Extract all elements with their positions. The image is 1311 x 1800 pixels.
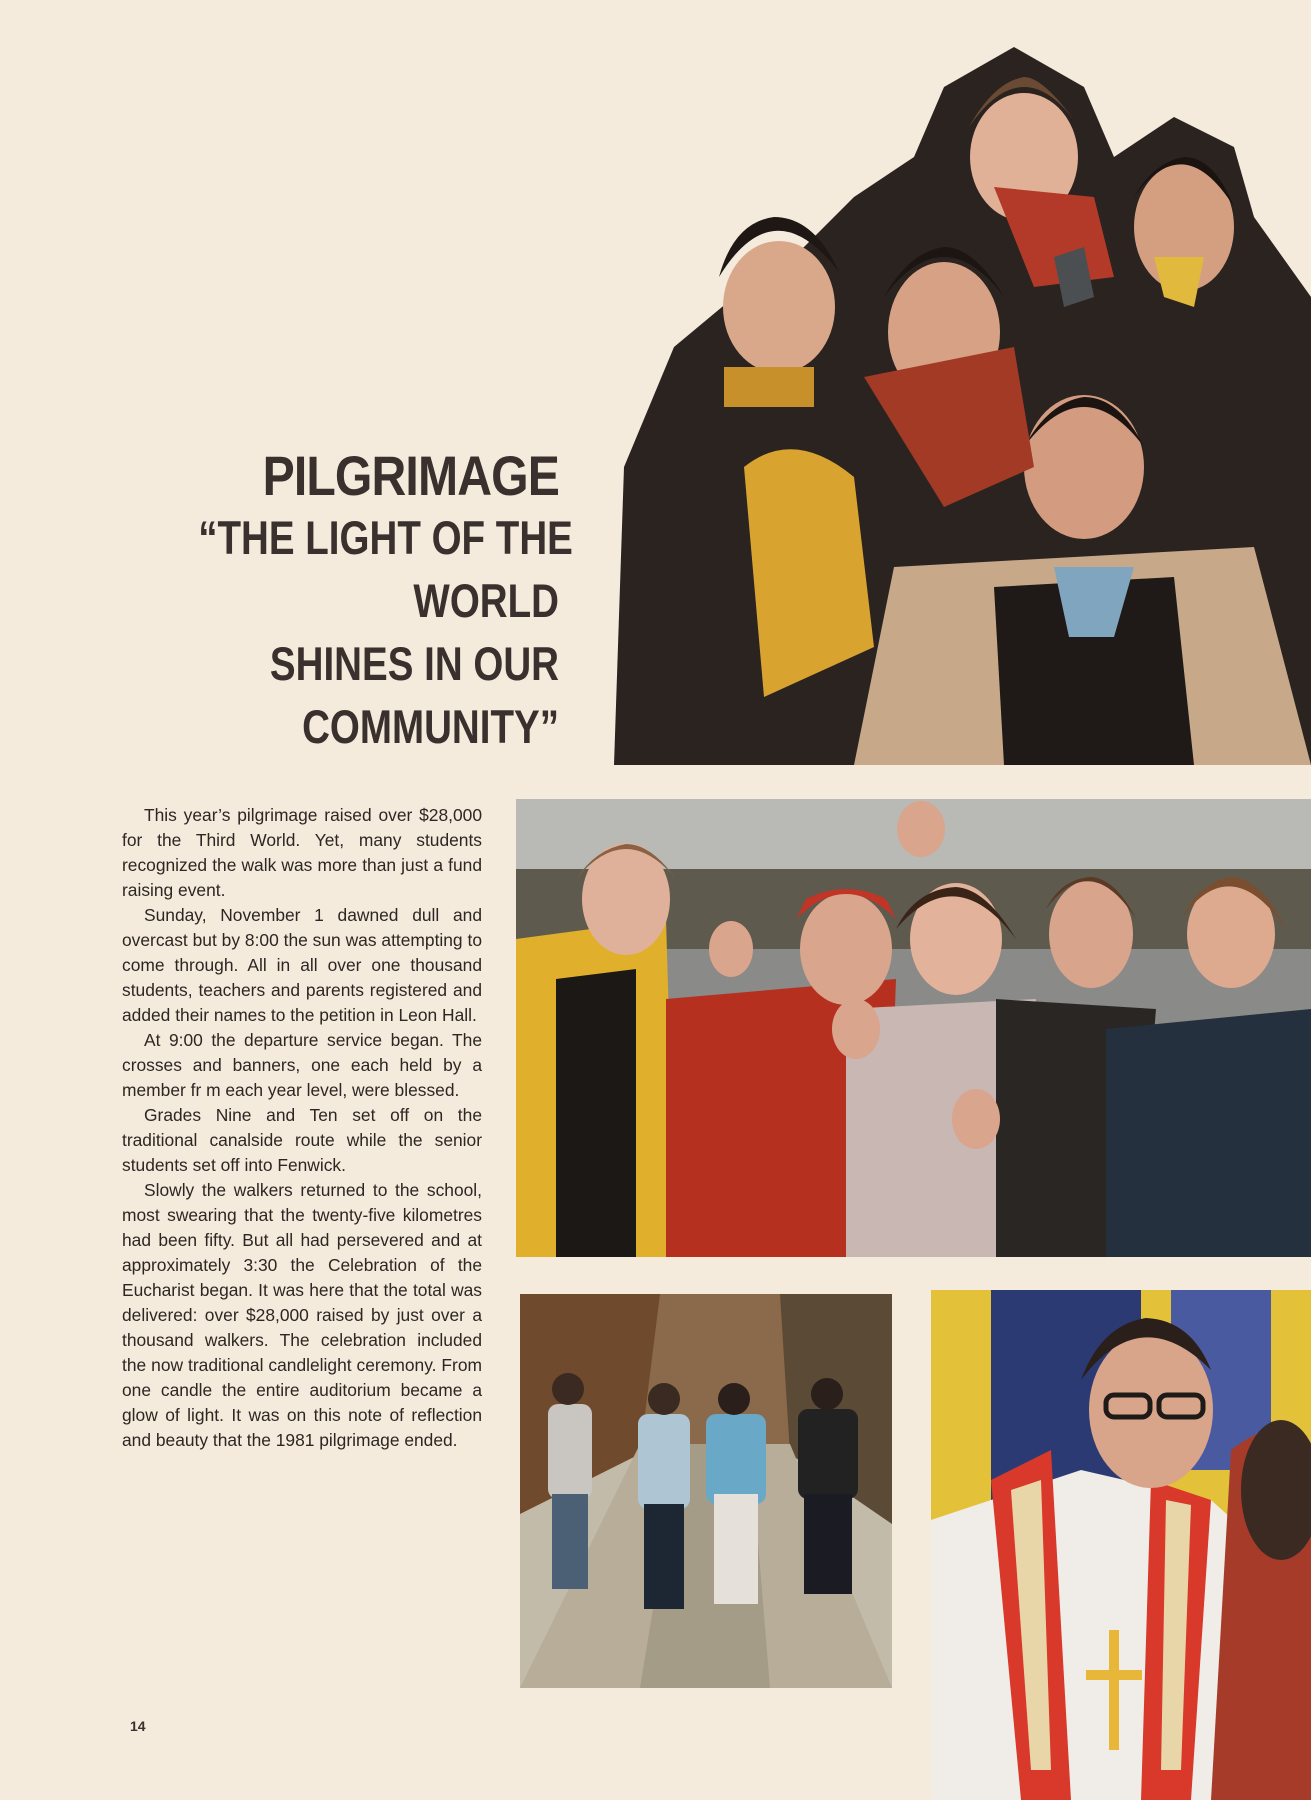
- photo-thumbs-up-students: [516, 799, 1311, 1257]
- subtitle-line-1: “THE LIGHT OF THE: [198, 511, 573, 564]
- page-title: PILGRIMAGE: [262, 444, 559, 507]
- subtitle-line-3: SHINES IN OUR: [269, 637, 559, 690]
- photo-walkers-on-path: [520, 1294, 892, 1688]
- subtitle-line-2: WORLD: [413, 574, 559, 627]
- headline-block: [119, 444, 573, 758]
- body-paragraph: Grades Nine and Ten set off on the traditional canalside route while the senior students set off into Fenwick.: [122, 1105, 482, 1175]
- photo-group-students-top: [614, 47, 1311, 765]
- body-paragraph: Slowly the walkers returned to the school, most swearing that the twenty-five kilometres had been fifty. But all had persevered and at approximately 3:30 the Celebration of the Eucharist began. It was here that the total was delivered: over $28,000 raised by just over a thousand walkers. The celebration included the now traditional candlelight ceremony. From one candle the entire auditorium became a glow of light. It was on this note of reflection and beauty that the 1981 pilgrimage ended.: [122, 1180, 482, 1450]
- body-paragraph: Sunday, November 1 dawned dull and overcast but by 8:00 the sun was attempting to come through. All in all over one thousand students, teachers and parents registered and added their names to the petition in Leon Hall.: [122, 905, 482, 1025]
- article-body: [122, 803, 482, 1453]
- photo-priest-celebration: [931, 1290, 1311, 1800]
- body-paragraph: This year’s pilgrimage raised over $28,000 for the Third World. Yet, many students recognized the walk was more than just a fund raising event.: [122, 805, 482, 900]
- page-number: 14: [130, 1718, 146, 1734]
- body-paragraph: At 9:00 the departure service began. The crosses and banners, one each held by a member fr m each year level, were blessed.: [122, 1030, 482, 1100]
- subtitle-line-4: COMMUNITY”: [302, 700, 559, 753]
